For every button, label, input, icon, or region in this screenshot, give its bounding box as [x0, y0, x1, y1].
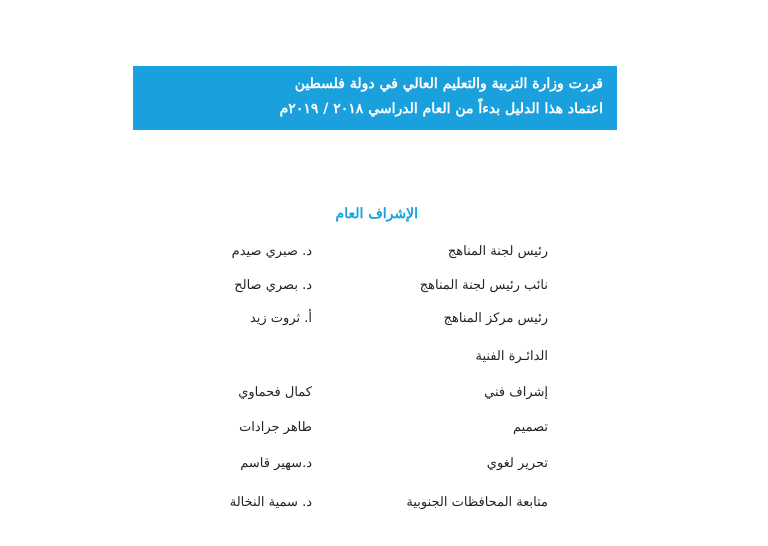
name-curriculum-committee-deputy: د. بصري صالح — [234, 278, 312, 293]
name-southern-governorates-followup: د. سمية النخالة — [229, 495, 312, 510]
role-curriculum-committee-head: رئيس لجنة المناهج — [447, 244, 548, 259]
general-supervision-title: الإشراف العام — [335, 206, 418, 222]
role-technical-supervision: إشراف فني — [484, 385, 548, 400]
approval-banner — [133, 66, 617, 130]
role-curriculum-committee-deputy: نائب رئيس لجنة المناهج — [419, 278, 548, 293]
role-language-editing: تحرير لغوي — [486, 456, 548, 471]
technical-department-title: الدائـرة الفنية — [475, 349, 548, 364]
role-curriculum-center-head: رئيس مركز المناهج — [443, 311, 548, 326]
banner-line-1: قررت وزارة التربية والتعليم العالي في دولة فلسطين — [294, 76, 603, 92]
name-language-editing: د.سهير قاسم — [240, 456, 312, 471]
name-technical-supervision: كمال فحماوي — [238, 385, 312, 400]
banner-line-2: اعتماد هذا الدليل بدءاً من العام الدراسي ٢٠١٨ / ٢٠١٩م — [279, 101, 603, 117]
name-curriculum-center-head: أ. ثروت زيد — [249, 311, 312, 326]
role-design: تصميم — [513, 420, 548, 435]
role-southern-governorates-followup: متابعة المحافظات الجنوبية — [406, 495, 548, 510]
name-curriculum-committee-head: د. صبري صيدم — [231, 244, 312, 259]
name-design: طاهر جرادات — [239, 420, 312, 435]
